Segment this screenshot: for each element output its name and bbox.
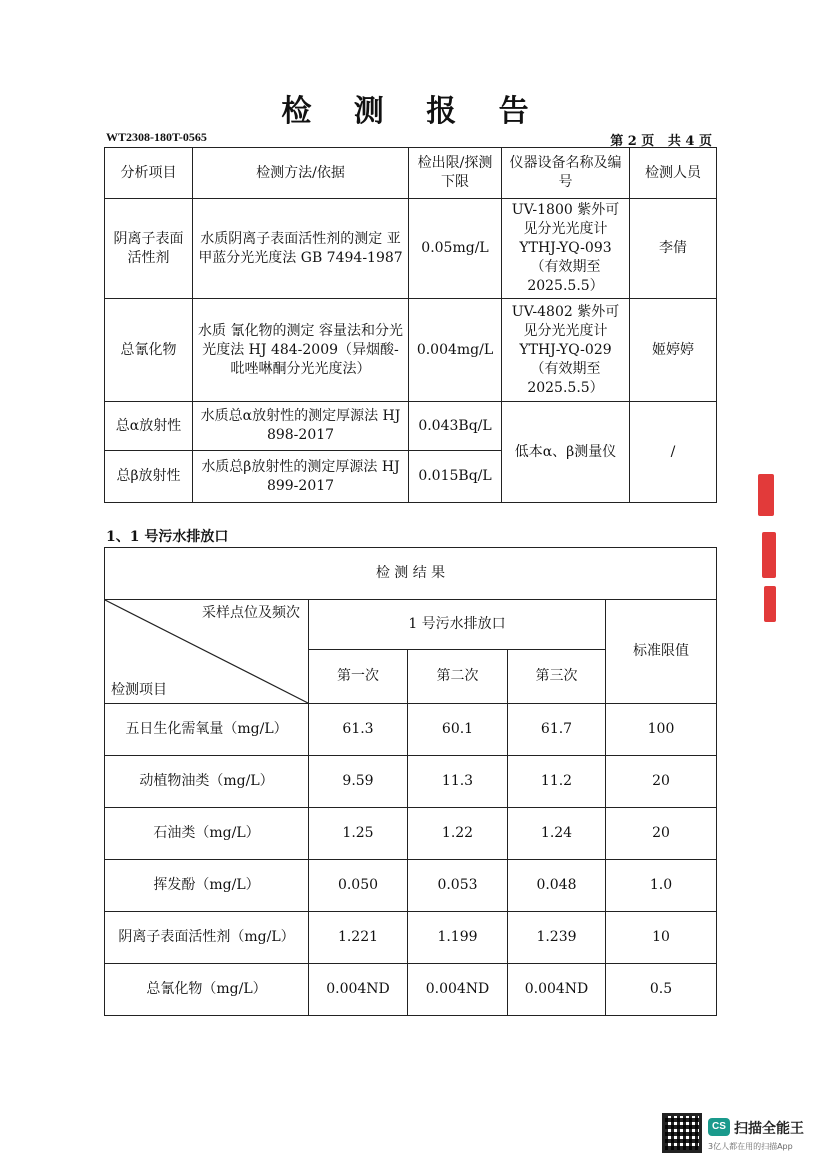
- standard-limit-header: 标准限值: [606, 600, 717, 704]
- result-value: 9.59: [309, 756, 408, 808]
- result-item: 总氰化物（mg/L）: [105, 964, 309, 1016]
- stamp-fragment: [764, 586, 776, 622]
- method-basis: 水质总β放射性的测定厚源法 HJ 899-2017: [193, 451, 409, 503]
- tester: 姬婷婷: [630, 299, 717, 402]
- result-value: 11.3: [408, 756, 508, 808]
- round-header: 第一次: [309, 650, 408, 704]
- result-row: [105, 912, 717, 964]
- result-limit: 100: [606, 704, 717, 756]
- result-value: 0.004ND: [309, 964, 408, 1016]
- header-person: 检测人员: [630, 148, 717, 199]
- results-caption: 检 测 结 果: [105, 548, 717, 600]
- page-current: 第 2 页: [610, 134, 655, 149]
- round-header: 第二次: [408, 650, 508, 704]
- result-limit: 1.0: [606, 860, 717, 912]
- result-row: [105, 964, 717, 1016]
- result-value: 11.2: [508, 756, 606, 808]
- results-caption-row: [105, 548, 717, 600]
- methods-row: [105, 402, 717, 451]
- diagonal-top-label: 采样点位及频次: [202, 605, 300, 621]
- result-value: 0.048: [508, 860, 606, 912]
- methods-header-row: [105, 148, 717, 199]
- result-value: 1.25: [309, 808, 408, 860]
- methods-table: [104, 147, 717, 503]
- header-limit: 检出限/探测下限: [409, 148, 502, 199]
- results-table: [104, 547, 717, 1016]
- tester: 李倩: [630, 199, 717, 299]
- document-number: WT2308-180T-0565: [106, 130, 207, 144]
- result-row: [105, 860, 717, 912]
- result-limit: 20: [606, 808, 717, 860]
- section-title: 1、1 号污水排放口: [106, 529, 229, 545]
- report-title: 检 测 报 告: [281, 94, 545, 129]
- qr-code-icon: [662, 1113, 702, 1153]
- method-basis: 水质 氰化物的测定 容量法和分光光度法 HJ 484-2009（异烟酸-吡唑啉酮分光光度法）: [193, 299, 409, 402]
- result-item: 石油类（mg/L）: [105, 808, 309, 860]
- result-value: 1.22: [408, 808, 508, 860]
- analysis-item: 总α放射性: [105, 402, 193, 451]
- scanner-app-name: 扫描全能王: [734, 1121, 804, 1137]
- instrument: 低本α、β测量仪: [502, 402, 630, 503]
- result-limit: 20: [606, 756, 717, 808]
- detection-limit: 0.004mg/L: [409, 299, 502, 402]
- stamp-fragment: [762, 532, 776, 578]
- result-item: 动植物油类（mg/L）: [105, 756, 309, 808]
- result-item: 挥发酚（mg/L）: [105, 860, 309, 912]
- result-limit: 10: [606, 912, 717, 964]
- result-value: 0.050: [309, 860, 408, 912]
- result-limit: 0.5: [606, 964, 717, 1016]
- location-header: 1 号污水排放口: [309, 600, 606, 650]
- detection-limit: 0.05mg/L: [409, 199, 502, 299]
- result-value: 61.3: [309, 704, 408, 756]
- header-method: 检测方法/依据: [193, 148, 409, 199]
- round-header: 第三次: [508, 650, 606, 704]
- analysis-item: 总氰化物: [105, 299, 193, 402]
- result-value: 1.199: [408, 912, 508, 964]
- result-value: 1.239: [508, 912, 606, 964]
- results-header-row: [105, 600, 717, 650]
- result-item: 阴离子表面活性剂（mg/L）: [105, 912, 309, 964]
- detection-limit: 0.043Bq/L: [409, 402, 502, 451]
- instrument: UV-4802 紫外可见分光光度计 YTHJ-YQ-029 （有效期至 2025.5.5）: [502, 299, 630, 402]
- result-row: [105, 808, 717, 860]
- detection-limit: 0.015Bq/L: [409, 451, 502, 503]
- page-total: 共 4 页: [667, 134, 712, 149]
- result-value: 0.004ND: [408, 964, 508, 1016]
- instrument: UV-1800 紫外可见分光光度计 YTHJ-YQ-093 （有效期至 2025.5.5）: [502, 199, 630, 299]
- result-value: 1.221: [309, 912, 408, 964]
- camscanner-logo-icon: CS: [708, 1118, 730, 1136]
- analysis-item: 总β放射性: [105, 451, 193, 503]
- scanner-tagline: 3亿人都在用的扫描App: [708, 1142, 793, 1151]
- stamp-fragment: [758, 474, 774, 516]
- diagonal-bottom-label: 检测项目: [111, 682, 167, 698]
- result-value: 60.1: [408, 704, 508, 756]
- method-basis: 水质总α放射性的测定厚源法 HJ 898-2017: [193, 402, 409, 451]
- methods-row: [105, 299, 717, 402]
- result-row: [105, 704, 717, 756]
- header-item: 分析项目: [105, 148, 193, 199]
- result-row: [105, 756, 717, 808]
- analysis-item: 阴离子表面活性剂: [105, 199, 193, 299]
- methods-row: [105, 199, 717, 299]
- result-value: 61.7: [508, 704, 606, 756]
- tester: /: [630, 402, 717, 503]
- method-basis: 水质阴离子表面活性剂的测定 亚甲蓝分光光度法 GB 7494-1987: [193, 199, 409, 299]
- diagonal-header: [105, 600, 309, 704]
- result-value: 0.053: [408, 860, 508, 912]
- header-instrument: 仪器设备名称及编号: [502, 148, 630, 199]
- result-item: 五日生化需氧量（mg/L）: [105, 704, 309, 756]
- result-value: 0.004ND: [508, 964, 606, 1016]
- result-value: 1.24: [508, 808, 606, 860]
